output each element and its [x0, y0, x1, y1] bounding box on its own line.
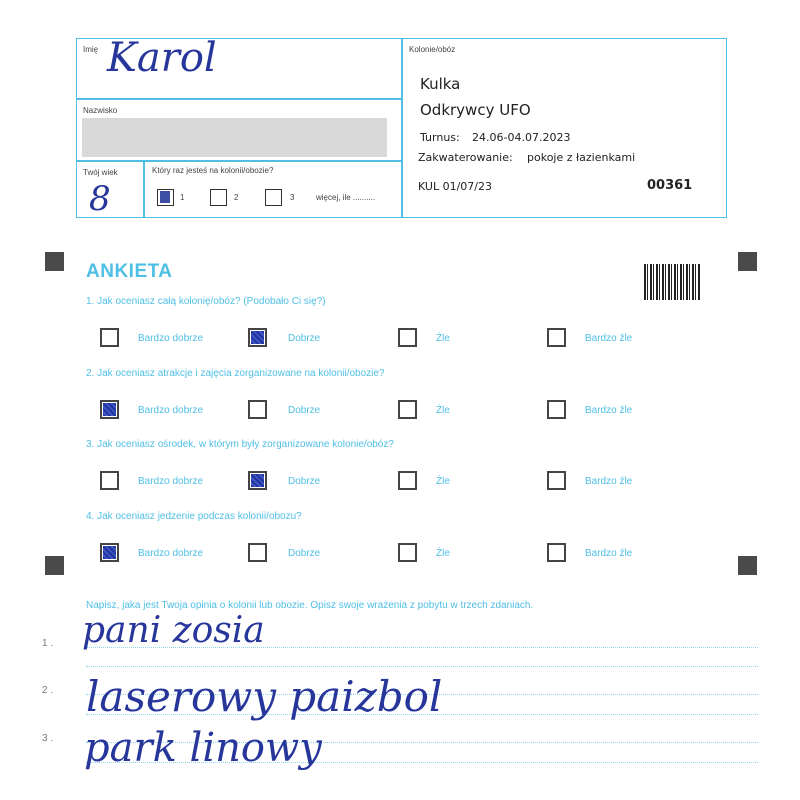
q1-label-zle: Źle: [436, 333, 450, 344]
q4-checkbox-bardzo-dobrze[interactable]: [100, 543, 119, 562]
attendance-checkbox-3[interactable]: [265, 189, 282, 206]
question-2: 2. Jak oceniasz atrakcje i zajęcia zorganizowane na kolonii/obozie?: [86, 368, 385, 379]
line-number-3: 3 .: [42, 733, 54, 744]
first-name-label: Imię: [83, 45, 99, 54]
attendance-checkbox-2[interactable]: [210, 189, 227, 206]
question-4: 4. Jak oceniasz jedzenie podczas kolonii/obozu?: [86, 511, 302, 522]
q1-checkbox-dobrze[interactable]: [248, 328, 267, 347]
surname-divider: [77, 160, 402, 162]
attendance-question: Który raz jesteś na kolonii/obozie?: [152, 166, 274, 175]
q2-label-zle: Źle: [436, 405, 450, 416]
q2-checkbox-bardzo-dobrze[interactable]: [100, 400, 119, 419]
registration-mark-top-left: [45, 252, 64, 271]
q2-label-bardzo-dobrze: Bardzo dobrze: [138, 405, 204, 416]
accommodation-value: pokoje z łazienkami: [527, 151, 636, 164]
camp-name: Kulka: [420, 75, 461, 93]
attendance-option-3: 3: [290, 193, 295, 202]
barcode: [644, 264, 700, 300]
opinion-prompt: Napisz, jaka jest Twoja opinia o kolonii lub obozie. Opisz swoje wrażenia z pobytu w trzech zdaniach.: [86, 600, 534, 611]
q4-label-dobrze: Dobrze: [288, 548, 321, 559]
q3-checkbox-zle[interactable]: [398, 471, 417, 490]
q3-checkbox-bardzo-dobrze[interactable]: [100, 471, 119, 490]
header-divider: [401, 39, 403, 217]
turnus-label: Turnus:: [420, 131, 460, 144]
q2-checkbox-zle[interactable]: [398, 400, 417, 419]
accommodation-label: Zakwaterowanie:: [418, 151, 513, 164]
registration-mark-bottom-left: [45, 556, 64, 575]
q2-checkbox-bardzo-zle[interactable]: [547, 400, 566, 419]
q4-label-bardzo-dobrze: Bardzo dobrze: [138, 548, 204, 559]
attendance-checkbox-1[interactable]: [157, 189, 174, 206]
age-divider: [143, 160, 145, 217]
q3-label-zle: Źle: [436, 476, 450, 487]
attendance-option-1: 1: [180, 193, 185, 202]
redacted-surname: [82, 118, 387, 157]
q2-checkbox-dobrze[interactable]: [248, 400, 267, 419]
camp-label: Kolonie/obóz: [409, 45, 456, 54]
q1-checkbox-bardzo-dobrze[interactable]: [100, 328, 119, 347]
q4-checkbox-bardzo-zle[interactable]: [547, 543, 566, 562]
first-name-field[interactable]: Karol: [107, 35, 217, 81]
form-number: 00361: [647, 178, 693, 193]
answer-1[interactable]: pani zosia: [82, 610, 265, 651]
q3-checkbox-dobrze[interactable]: [248, 471, 267, 490]
survey-title: ANKIETA: [86, 261, 173, 282]
header-box: [76, 35, 727, 219]
question-1: 1. Jak oceniasz całą kolonię/obóz? (Podobało Ci się?): [86, 296, 326, 307]
name-divider: [77, 98, 402, 100]
q4-label-bardzo-zle: Bardzo źle: [585, 548, 633, 559]
camp-theme: Odkrywcy UFO: [420, 101, 531, 119]
q1-label-bardzo-zle: Bardzo źle: [585, 333, 633, 344]
line-number-1: 1 .: [42, 638, 54, 649]
q1-label-bardzo-dobrze: Bardzo dobrze: [138, 333, 204, 344]
line-number-2: 2 .: [42, 685, 54, 696]
registration-mark-top-right: [738, 252, 757, 271]
question-3: 3. Jak oceniasz ośrodek, w którym były zorganizowane kolonie/obóz?: [86, 439, 394, 450]
q1-checkbox-zle[interactable]: [398, 328, 417, 347]
q2-label-bardzo-zle: Bardzo źle: [585, 405, 633, 416]
q4-label-zle: Źle: [436, 548, 450, 559]
q1-checkbox-bardzo-zle[interactable]: [547, 328, 566, 347]
registration-mark-bottom-right: [738, 556, 757, 575]
answer-line-1b: [86, 666, 758, 667]
q3-label-bardzo-dobrze: Bardzo dobrze: [138, 476, 204, 487]
q3-checkbox-bardzo-zle[interactable]: [547, 471, 566, 490]
q1-label-dobrze: Dobrze: [288, 333, 321, 344]
turnus-value: 24.06-04.07.2023: [472, 131, 571, 144]
q3-label-bardzo-zle: Bardzo źle: [585, 476, 633, 487]
camp-code: KUL 01/07/23: [418, 180, 492, 193]
q2-label-dobrze: Dobrze: [288, 405, 321, 416]
last-name-label: Nazwisko: [83, 106, 118, 115]
q4-checkbox-zle[interactable]: [398, 543, 417, 562]
attendance-option-2: 2: [234, 193, 239, 202]
q4-checkbox-dobrze[interactable]: [248, 543, 267, 562]
age-label: Twój wiek: [83, 168, 118, 177]
age-field[interactable]: 8: [89, 179, 111, 219]
answer-3[interactable]: park linowy: [84, 725, 322, 771]
attendance-more: więcej, ile ..........: [316, 193, 376, 202]
q3-label-dobrze: Dobrze: [288, 476, 321, 487]
answer-2[interactable]: laserowy paizbol: [86, 672, 443, 721]
